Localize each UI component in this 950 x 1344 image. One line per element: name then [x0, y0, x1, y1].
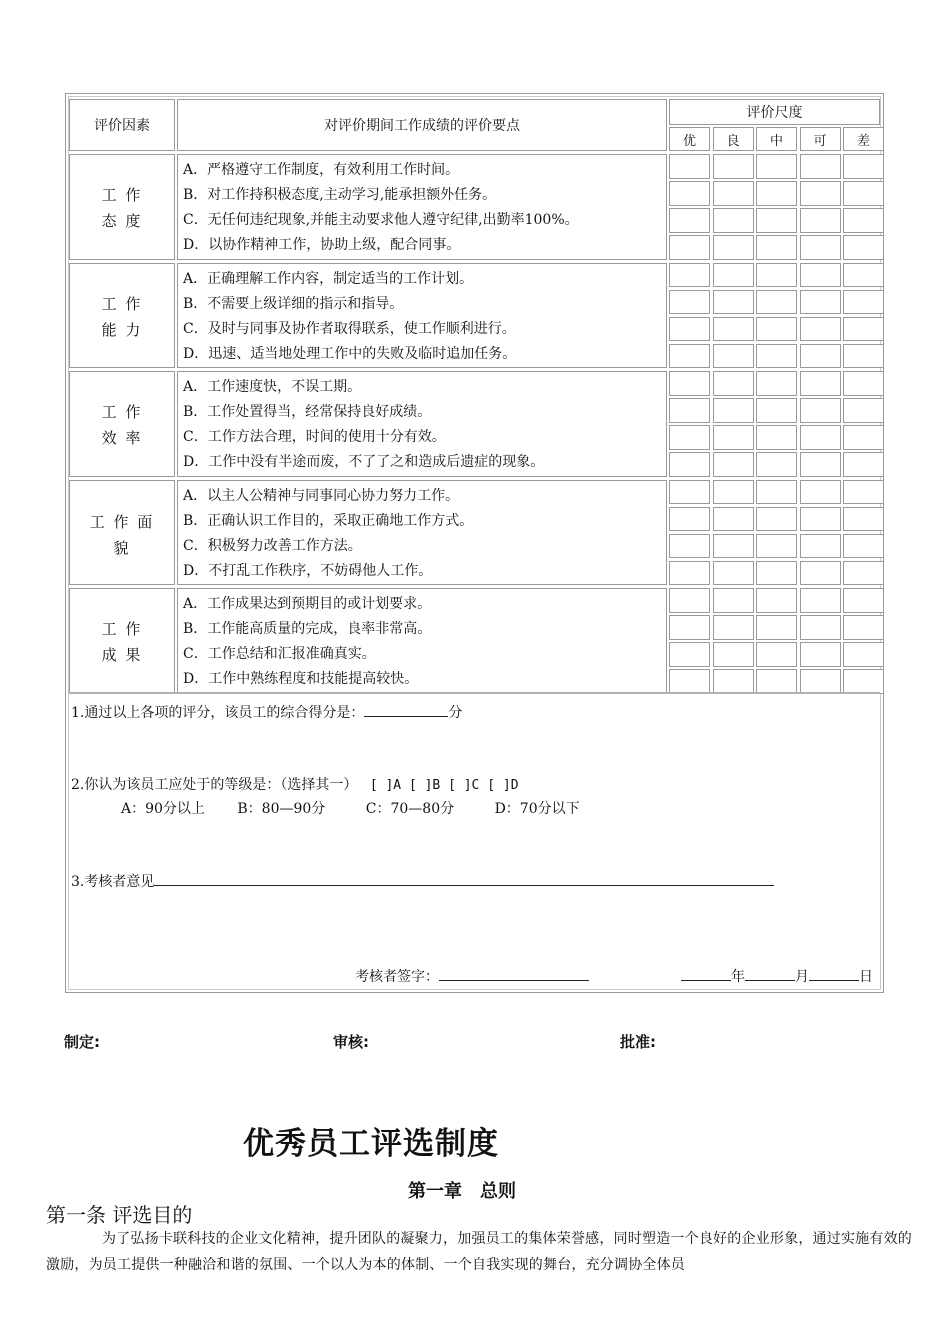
article-heading: 第一条 评选目的: [46, 1203, 193, 1227]
rating-checkbox[interactable]: [756, 507, 797, 532]
rating-checkbox[interactable]: [713, 480, 754, 505]
rating-checkbox[interactable]: [756, 534, 797, 559]
factor-name-line: 效 率: [101, 429, 143, 448]
document-title: 优秀员工评选制度: [243, 1126, 499, 1162]
factor-name-line: 工 作 面: [89, 512, 155, 531]
rating-checkbox[interactable]: [756, 480, 797, 505]
factor-name-3: [69, 371, 175, 477]
rating-checkbox[interactable]: [843, 561, 884, 586]
made-by-label: 制定:: [64, 1033, 100, 1051]
header-points: [177, 99, 667, 151]
rating-checkbox[interactable]: [713, 561, 754, 586]
factor-name-line: 貌: [113, 538, 131, 557]
rating-checkbox[interactable]: [800, 615, 841, 640]
scale-header-4: 可: [800, 127, 841, 151]
day-label: 日: [859, 969, 873, 985]
rating-checkbox[interactable]: [843, 371, 884, 396]
evaluation-point: C．积极努力改善工作方法。: [183, 537, 362, 554]
q3-line: [71, 871, 774, 891]
rating-checkbox[interactable]: [843, 208, 884, 233]
rating-checkbox[interactable]: [756, 398, 797, 423]
factor-name-line: 成 果: [101, 646, 143, 665]
evaluation-point: B．不需要上级详细的指示和指导。: [183, 295, 404, 312]
evaluation-point: D．迅速、适当地处理工作中的失败及临时追加任务。: [183, 345, 517, 362]
rating-checkbox[interactable]: [756, 425, 797, 450]
rating-checkbox[interactable]: [713, 452, 754, 477]
grade-options[interactable]: [ ]A [ ]B [ ]C [ ]D: [369, 778, 519, 793]
evaluation-table-body: [68, 96, 881, 990]
reviewed-by-label: 审核:: [333, 1033, 369, 1051]
evaluation-point: B．工作能高质量的完成，良率非常高。: [183, 621, 432, 638]
rating-checkbox[interactable]: [756, 263, 797, 288]
rating-checkbox[interactable]: [843, 534, 884, 559]
chapter-heading: 第一章 总则: [408, 1181, 516, 1202]
rating-checkbox[interactable]: [800, 480, 841, 505]
rating-checkbox[interactable]: [843, 669, 884, 694]
grade-a: A：90分以上: [121, 801, 205, 817]
evaluation-point: B．正确认识工作目的，采取正确地工作方式。: [183, 512, 474, 529]
header-factor: [69, 99, 175, 151]
comment-blank[interactable]: [154, 872, 774, 886]
rating-checkbox[interactable]: [756, 181, 797, 206]
rating-checkbox[interactable]: [800, 561, 841, 586]
rating-checkbox[interactable]: [713, 425, 754, 450]
rating-checkbox[interactable]: [713, 181, 754, 206]
q3-label: 3.考核者意见: [71, 874, 155, 890]
evaluation-point: C．工作方法合理，时间的使用十分有效。: [183, 429, 446, 446]
rating-checkbox[interactable]: [800, 317, 841, 342]
rating-checkbox[interactable]: [756, 154, 797, 179]
evaluation-point: D．以协作精神工作，协助上级，配合同事。: [183, 237, 461, 253]
rating-checkbox[interactable]: [756, 642, 797, 667]
rating-checkbox[interactable]: [756, 344, 797, 369]
rating-checkbox[interactable]: [756, 669, 797, 694]
scale-header-2: 良: [713, 127, 754, 151]
factor-name-line: 态 度: [101, 212, 143, 230]
header-factor-label: 评价因素: [94, 118, 150, 134]
rating-checkbox[interactable]: [843, 507, 884, 532]
factor-name-2: [69, 263, 175, 369]
rating-checkbox[interactable]: [843, 452, 884, 477]
factor-name-line: 工 作: [101, 294, 143, 313]
rating-checkbox[interactable]: [713, 642, 754, 667]
date-line: [681, 966, 873, 986]
month-blank[interactable]: [745, 967, 795, 981]
evaluation-point: D．工作中熟练程度和技能提高较快。: [183, 671, 419, 688]
rating-checkbox[interactable]: [843, 398, 884, 423]
rating-checkbox[interactable]: [713, 263, 754, 288]
grade-d: D：70分以下: [494, 801, 580, 817]
rating-checkbox[interactable]: [800, 181, 841, 206]
rating-checkbox[interactable]: [713, 290, 754, 315]
grade-b: B：80—90分: [237, 801, 326, 817]
rating-checkbox[interactable]: [800, 398, 841, 423]
evaluation-point: D．工作中没有半途而废，不了了之和造成后遗症的现象。: [183, 454, 545, 471]
rating-checkbox[interactable]: [713, 507, 754, 532]
rating-checkbox[interactable]: [669, 561, 710, 586]
factor-name-line: 工 作: [101, 186, 143, 204]
rating-checkbox[interactable]: [843, 263, 884, 288]
factor-points-4: [177, 480, 667, 586]
grade-c: C：70—80分: [365, 801, 455, 817]
rating-checkbox[interactable]: [800, 507, 841, 532]
rating-checkbox[interactable]: [713, 235, 754, 260]
header-scale: [669, 99, 880, 125]
rating-checkbox[interactable]: [669, 588, 710, 613]
q1-unit: 分: [448, 705, 463, 721]
rating-checkbox[interactable]: [843, 181, 884, 206]
rating-checkbox[interactable]: [669, 642, 710, 667]
score-blank[interactable]: [364, 703, 448, 717]
rating-checkbox[interactable]: [800, 235, 841, 260]
rating-checkbox[interactable]: [669, 398, 710, 423]
scale-header-1: 优: [669, 127, 710, 151]
factor-name-line: 能 力: [101, 320, 143, 339]
rating-checkbox[interactable]: [713, 371, 754, 396]
rating-checkbox[interactable]: [800, 263, 841, 288]
factor-name-4: [69, 480, 175, 586]
rating-checkbox[interactable]: [843, 615, 884, 640]
rating-checkbox[interactable]: [843, 235, 884, 260]
rating-checkbox[interactable]: [800, 290, 841, 315]
q1-line: [71, 702, 462, 722]
rating-checkbox[interactable]: [669, 452, 710, 477]
evaluation-point: D．不打乱工作秩序，不妨碍他人工作。: [183, 562, 433, 579]
rating-checkbox[interactable]: [713, 534, 754, 559]
rating-checkbox[interactable]: [713, 669, 754, 694]
factor-name-line: 工 作: [101, 620, 143, 639]
rating-checkbox[interactable]: [800, 344, 841, 369]
signature-blank[interactable]: [439, 967, 589, 981]
rating-checkbox[interactable]: [756, 561, 797, 586]
scale-header-5: 差: [843, 127, 884, 151]
rating-checkbox[interactable]: [669, 154, 710, 179]
rating-checkbox[interactable]: [843, 588, 884, 613]
rating-checkbox[interactable]: [843, 480, 884, 505]
rating-checkbox[interactable]: [669, 615, 710, 640]
rating-checkbox[interactable]: [669, 507, 710, 532]
evaluation-point: C．及时与同事及协作者取得联系，使工作顺利进行。: [183, 320, 516, 337]
rating-checkbox[interactable]: [843, 154, 884, 179]
evaluation-point: A．工作速度快，不误工期。: [183, 379, 362, 396]
signature-label: 考核者签字：: [355, 969, 439, 985]
q1-label: 1.通过以上各项的评分，该员工的综合得分是：: [71, 705, 365, 721]
rating-checkbox[interactable]: [669, 344, 710, 369]
summary-section: [69, 692, 880, 989]
rating-checkbox[interactable]: [669, 425, 710, 450]
rating-checkbox[interactable]: [756, 235, 797, 260]
factor-name-line: 工 作: [101, 403, 143, 422]
month-label: 月: [795, 969, 809, 985]
factor-points-3: [177, 371, 667, 477]
rating-checkbox[interactable]: [669, 263, 710, 288]
factor-points-2: [177, 263, 667, 369]
body-paragraph: 为了弘扬卡联科技的企业文化精神，提升团队的凝聚力，加强员工的集体荣誉感，同时塑造一个良好的企业形象，通过实施有效的激励，为员工提供一种融洽和谐的氛围、一个以人为本的体制、一个自我实现的舞台，充分调协全体员: [46, 1231, 912, 1273]
evaluation-point: C．无任何违纪现象,并能主动要求他人遵守纪律,出勤率100%。: [183, 212, 579, 228]
rating-checkbox[interactable]: [800, 669, 841, 694]
rating-checkbox[interactable]: [669, 534, 710, 559]
header-points-label: 对评价期间工作成绩的评价要点: [324, 118, 520, 134]
evaluation-table: [65, 93, 884, 993]
evaluation-point: A．严格遵守工作制度，有效利用工作时间。: [183, 162, 460, 178]
rating-checkbox[interactable]: [669, 669, 710, 694]
rating-checkbox[interactable]: [800, 452, 841, 477]
day-blank[interactable]: [809, 967, 859, 981]
rating-checkbox[interactable]: [800, 534, 841, 559]
signature-line: [355, 966, 589, 986]
rating-checkbox[interactable]: [669, 290, 710, 315]
evaluation-point: B．工作处置得当，经常保持良好成绩。: [183, 404, 432, 421]
rating-checkbox[interactable]: [713, 208, 754, 233]
rating-checkbox[interactable]: [756, 208, 797, 233]
q2-label: 2.你认为该员工应处于的等级是：（选择其一）: [71, 777, 358, 793]
rating-checkbox[interactable]: [669, 208, 710, 233]
approved-by-label: 批准:: [620, 1033, 656, 1051]
rating-checkbox[interactable]: [756, 371, 797, 396]
rating-checkbox[interactable]: [669, 371, 710, 396]
evaluation-point: A．正确理解工作内容，制定适当的工作计划。: [183, 270, 474, 287]
rating-checkbox[interactable]: [756, 452, 797, 477]
q2-line: [71, 774, 519, 794]
rating-checkbox[interactable]: [843, 290, 884, 315]
rating-checkbox[interactable]: [843, 344, 884, 369]
rating-checkbox[interactable]: [843, 425, 884, 450]
rating-checkbox[interactable]: [756, 615, 797, 640]
rating-checkbox[interactable]: [756, 290, 797, 315]
rating-checkbox[interactable]: [669, 235, 710, 260]
header-scale-label: 评价尺度: [746, 105, 803, 121]
rating-checkbox[interactable]: [713, 615, 754, 640]
rating-checkbox[interactable]: [713, 344, 754, 369]
rating-checkbox[interactable]: [756, 588, 797, 613]
rating-checkbox[interactable]: [713, 317, 754, 342]
evaluation-point: A．以主人公精神与同事同心协力努力工作。: [183, 487, 460, 504]
rating-checkbox[interactable]: [669, 480, 710, 505]
rating-checkbox[interactable]: [800, 588, 841, 613]
factor-points-1: [177, 154, 667, 260]
rating-checkbox[interactable]: [800, 154, 841, 179]
rating-checkbox[interactable]: [756, 317, 797, 342]
year-blank[interactable]: [681, 967, 731, 981]
evaluation-point: A．工作成果达到预期目的或计划要求。: [183, 596, 432, 613]
rating-checkbox[interactable]: [713, 398, 754, 423]
rating-checkbox[interactable]: [800, 371, 841, 396]
year-label: 年: [731, 969, 745, 985]
rating-checkbox[interactable]: [843, 642, 884, 667]
rating-checkbox[interactable]: [800, 425, 841, 450]
scale-header-3: 中: [756, 127, 797, 151]
evaluation-point: B．对工作持积极态度,主动学习,能承担额外任务。: [183, 187, 497, 203]
rating-checkbox[interactable]: [800, 208, 841, 233]
factor-points-5: [177, 588, 667, 694]
grade-legend: [121, 798, 580, 818]
rating-checkbox[interactable]: [669, 317, 710, 342]
rating-checkbox[interactable]: [843, 317, 884, 342]
rating-checkbox[interactable]: [669, 181, 710, 206]
factor-name-5: [69, 588, 175, 694]
factor-name-1: [69, 154, 175, 260]
evaluation-point: C．工作总结和汇报准确真实。: [183, 646, 376, 663]
rating-checkbox[interactable]: [713, 154, 754, 179]
rating-checkbox[interactable]: [713, 588, 754, 613]
rating-checkbox[interactable]: [800, 642, 841, 667]
